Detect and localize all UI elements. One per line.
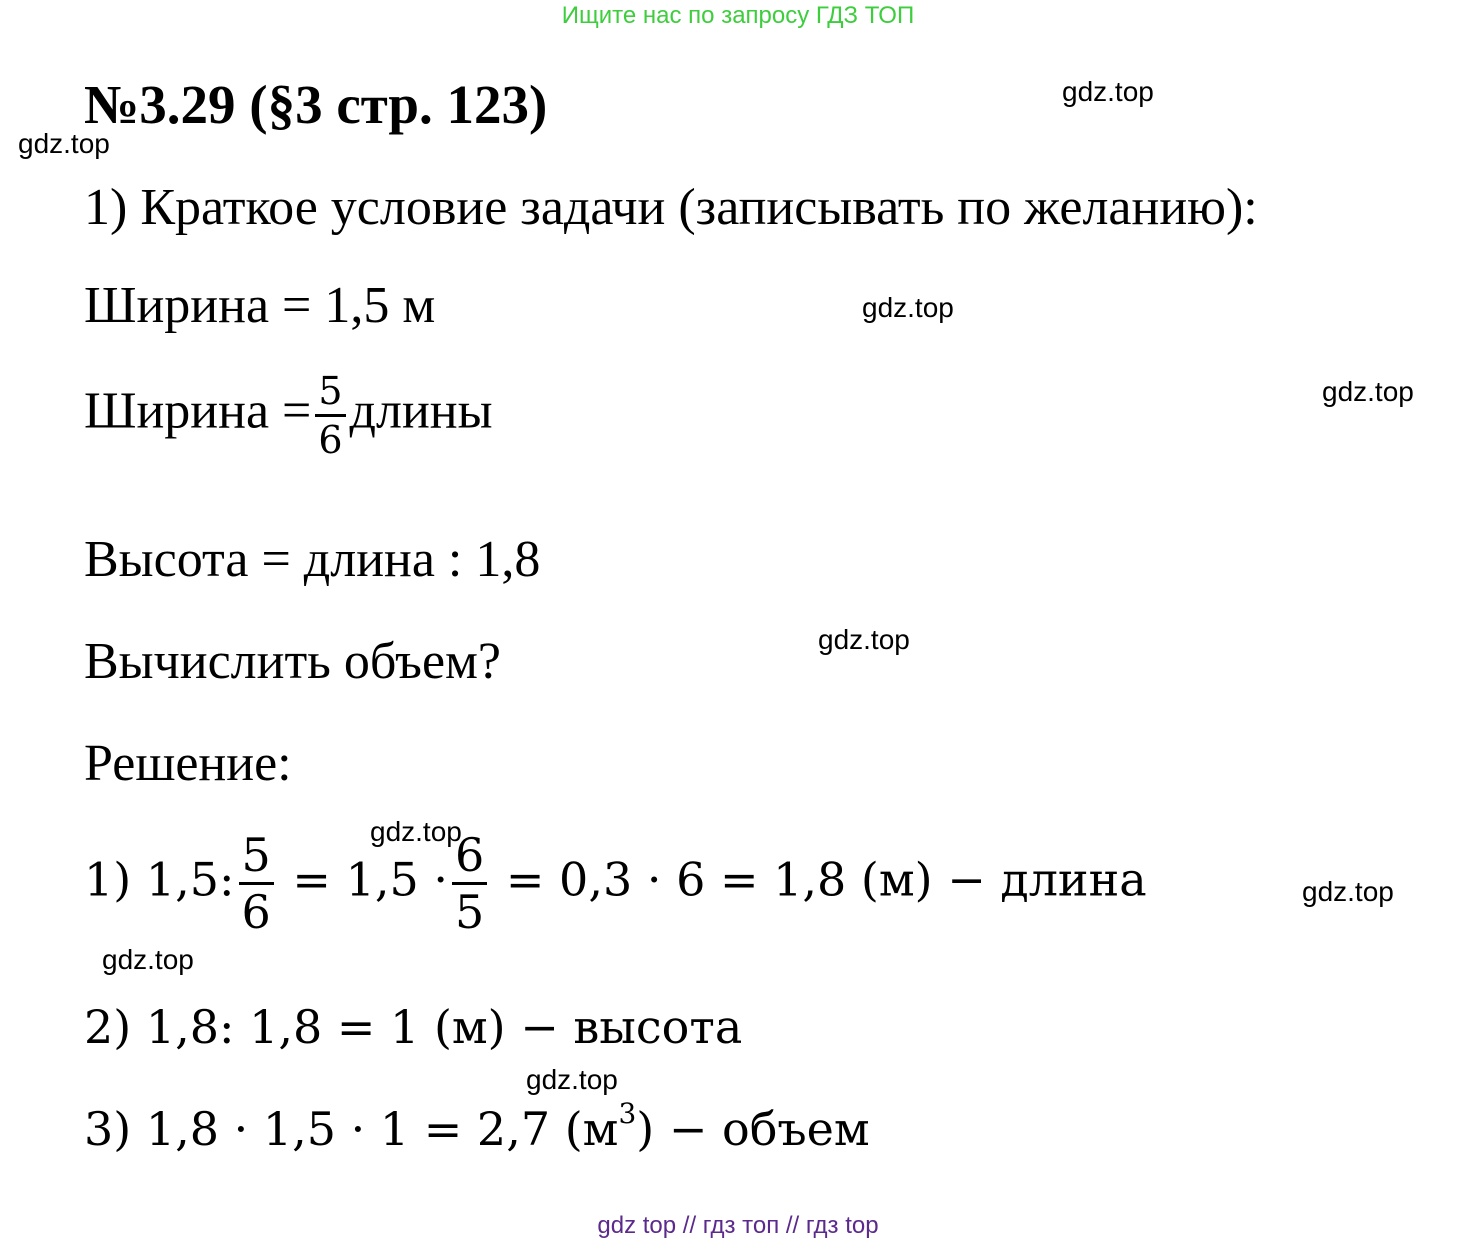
- page-title: №3.29 (§3 стр. 123): [84, 74, 548, 135]
- solution-step-2: 2) 1,8: 1,8 = 1 (м) − высота: [84, 1000, 743, 1054]
- solution-step-3: [84, 1097, 870, 1156]
- width-frac-suffix: длины: [349, 382, 493, 440]
- condition-heading: 1) Краткое условие задачи (записывать по желанию):: [84, 179, 1258, 236]
- question-line: Вычислить объем?: [84, 633, 502, 690]
- watermark: gdz.top: [862, 292, 954, 323]
- width-fraction-line: [84, 369, 493, 462]
- watermark: gdz.top: [102, 944, 194, 975]
- step1-suffix: = 0,3 · 6 = 1,8 (м) − длина: [505, 852, 1147, 907]
- step1-prefix: 1) 1,5:: [84, 852, 235, 907]
- fraction-denominator: 6: [241, 885, 271, 939]
- watermark: gdz.top: [370, 816, 462, 847]
- step3-suffix: ) − объем: [636, 1102, 870, 1156]
- width-frac-prefix: Ширина =: [84, 382, 312, 440]
- step1-middle: = 1,5 ·: [292, 852, 448, 907]
- footer-watermark: gdz top // гдз топ // гдз top: [597, 1212, 879, 1239]
- top-banner: Ищите нас по запросу ГДЗ ТОП: [561, 2, 915, 29]
- fraction-bar: [315, 414, 345, 417]
- watermark: gdz.top: [1322, 376, 1414, 407]
- watermark: gdz.top: [818, 624, 910, 655]
- fraction-denominator: 5: [454, 885, 485, 939]
- fraction-six-fifths: [452, 828, 487, 939]
- fraction-numerator: 5: [318, 369, 343, 413]
- step3-prefix: 3) 1,8 · 1,5 · 1 = 2,7 (м: [84, 1102, 619, 1156]
- height-line: Высота = длина : 1,8: [84, 531, 541, 588]
- watermark: gdz.top: [1062, 76, 1154, 107]
- fraction-five-sixths: [315, 369, 345, 462]
- fraction-five-sixths: [239, 828, 274, 939]
- fraction-numerator: 6: [454, 828, 485, 882]
- solution-heading: Решение:: [84, 735, 292, 792]
- fraction-numerator: 5: [241, 828, 271, 882]
- step3-exponent: 3: [618, 1097, 637, 1130]
- watermark: gdz.top: [18, 128, 110, 159]
- watermark: gdz.top: [526, 1064, 618, 1095]
- watermark: gdz.top: [1302, 876, 1394, 907]
- width-line: Ширина = 1,5 м: [84, 277, 436, 334]
- fraction-denominator: 6: [318, 418, 343, 462]
